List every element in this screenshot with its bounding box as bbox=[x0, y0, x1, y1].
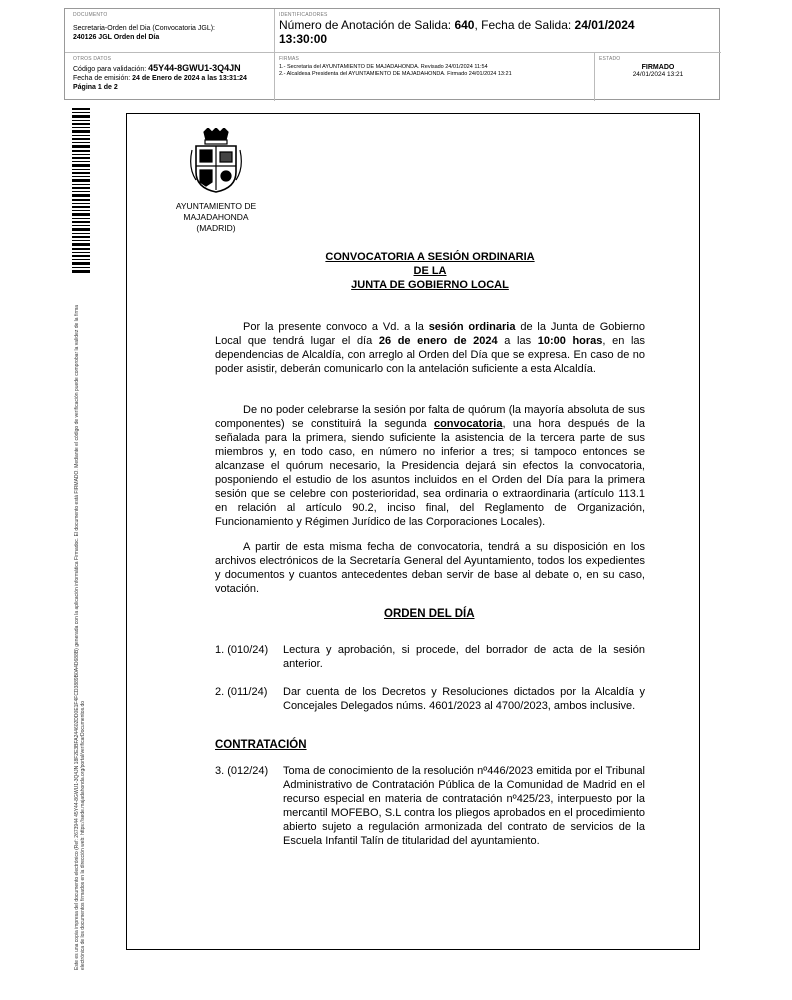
ayuntamiento-line1: AYUNTAMIENTO DE bbox=[175, 201, 257, 211]
document-title bbox=[300, 250, 560, 292]
status-cell bbox=[595, 53, 721, 101]
other-data-label: OTROS DATOS bbox=[73, 56, 112, 62]
signature-header bbox=[64, 8, 720, 100]
validation-code: Código para validación: 45Y44-8GWU1-3Q4JN bbox=[73, 63, 241, 73]
ayuntamiento-name bbox=[164, 201, 268, 234]
agenda-item bbox=[215, 764, 645, 848]
contratacion-heading: CONTRATACIÓN bbox=[215, 739, 307, 751]
agenda-item-number: 2. (011/24) bbox=[215, 686, 268, 698]
status-value: FIRMADO bbox=[641, 64, 675, 71]
agenda-item bbox=[215, 643, 645, 671]
verification-side-text: Este es una copia impresa del documento electrónico (Ref: 2673944 45Y44-8GWU1-3Q4JN 18F2E3BFA244602DD0E1F4FCD3889B0A4D688B) generada con la aplicación informática Firmadoc. El documento está FIRMADO. Mediante el código de verificación puede comprobar la validez de la firma electrónica de los documentos firmados en la dirección web: https://sede.majadahonda.org/portal/verificarDocumentos.do bbox=[74, 304, 86, 970]
signature-2: 2.- Alcaldesa Presidenta del AYUNTAMIENTO DE MAJADAHONDA. Firmado 24/01/2024 13:21 bbox=[279, 71, 512, 77]
paragraph-documentation: A partir de esta misma fecha de convocatoria, tendrá a su disposición en los archivos electrónicos de la Secretaría General del Ayuntamiento, todos los expedientes y documentos y cuantos antecedentes deban servir de base al debate o, en su caso, votación. bbox=[215, 541, 645, 595]
identifiers-label: IDENTIFICADORES bbox=[279, 12, 328, 18]
ayuntamiento-line2: MAJADAHONDA bbox=[183, 212, 249, 222]
title-line2: DE LA bbox=[413, 265, 447, 277]
identifiers-cell bbox=[275, 9, 721, 53]
paragraph-quorum: De no poder celebrarse la sesión por falta de quórum (la mayoría absoluta de sus componentes) se constituirá la segunda convocatoria, una hora después de la señalada para la primera, siendo suficiente la asistencia de la tercera parte de sus miembros y, en todo caso, en número no inferior a tres; si tampoco entonces se alcanzase el quórum necesario, la Presidencia dejará sin efectos la convocatoria, posponiendo el estudio de los asuntos incluidos en el Orden del Día para la primera sesión que se celebre con posterioridad, sea ordinaria o extraordinaria (artículo 113.1 en relación al artículo 90.2, inciso final, del Reglamento de Organización, Funcionamiento y Régimen Jurídico de las Corporaciones Locales). bbox=[215, 404, 645, 528]
document-name: Secretaria-Orden del Dia (Convocatoria JGL): bbox=[73, 25, 216, 32]
orden-del-dia-heading: ORDEN DEL DÍA bbox=[384, 608, 475, 620]
agenda-item-text: Dar cuenta de los Decretos y Resoluciones dictados por la Alcaldía y Concejales Delegados núms. 4601/2023 al 4700/2023, ambos inclusive. bbox=[283, 686, 645, 712]
ayuntamiento-line3: (MADRID) bbox=[196, 223, 236, 233]
agenda-item bbox=[215, 685, 645, 713]
barcode-icon bbox=[72, 108, 90, 273]
signature-1: 1.- Secretaria del AYUNTAMIENTO DE MAJADAHONDA. Revisado 24/01/2024 11:54 bbox=[279, 64, 488, 70]
coat-of-arms-icon bbox=[190, 128, 242, 194]
anotacion-salida: Número de Anotación de Salida: 640, Fecha de Salida: 24/01/2024 bbox=[279, 18, 635, 32]
agenda-item-number: 1. (010/24) bbox=[215, 644, 269, 656]
title-line3: JUNTA DE GOBIERNO LOCAL bbox=[351, 279, 509, 291]
agenda-item-text: Lectura y aprobación, si procede, del borrador de acta de la sesión anterior. bbox=[283, 644, 645, 670]
other-data-cell bbox=[65, 53, 275, 101]
agenda-item-number: 3. (012/24) bbox=[215, 765, 269, 777]
signatures-label: FIRMAS bbox=[279, 56, 300, 62]
document-cell bbox=[65, 9, 275, 53]
emission-date: Fecha de emisión: 24 de Enero de 2024 a las 13:31:24 bbox=[73, 75, 247, 82]
document-label: DOCUMENTO bbox=[73, 12, 108, 18]
anotacion-time: 13:30:00 bbox=[279, 32, 328, 46]
page-number: Página 1 de 2 bbox=[73, 84, 118, 91]
agenda-item-text: Toma de conocimiento de la resolución nº446/2023 emitida por el Tribunal Administrativo de Contratación Pública de la Comunidad de Madrid en el recurso especial en materia de contratación nº425/23, interpuesto por la mercantil MOFEBO, S.L contra los pliegos aprobados en el procedimiento abierto sujeto a regulación armonizada del contrato de servicios de la Escuela Infantil Talín de titularidad del ayuntamiento. bbox=[283, 765, 645, 847]
status-date: 24/01/2024 13:21 bbox=[632, 71, 684, 78]
document-subname: 240126 JGL Orden del Día bbox=[73, 34, 160, 41]
title-line1: CONVOCATORIA A SESIÓN ORDINARIA bbox=[325, 251, 535, 263]
paragraph-convocatoria: Por la presente convoco a Vd. a la sesión ordinaria de la Junta de Gobierno Local que tendrá lugar el día 26 de enero de 2024 a las 10:00 horas, en las dependencias de Alcaldía, con arreglo al Orden del Día que se expresa. En caso de no poder asistir, deberán comunicarlo con la antelación suficiente a esta Alcaldía. bbox=[215, 321, 646, 375]
signatures-cell bbox=[275, 53, 595, 101]
status-label: ESTADO bbox=[599, 56, 621, 62]
